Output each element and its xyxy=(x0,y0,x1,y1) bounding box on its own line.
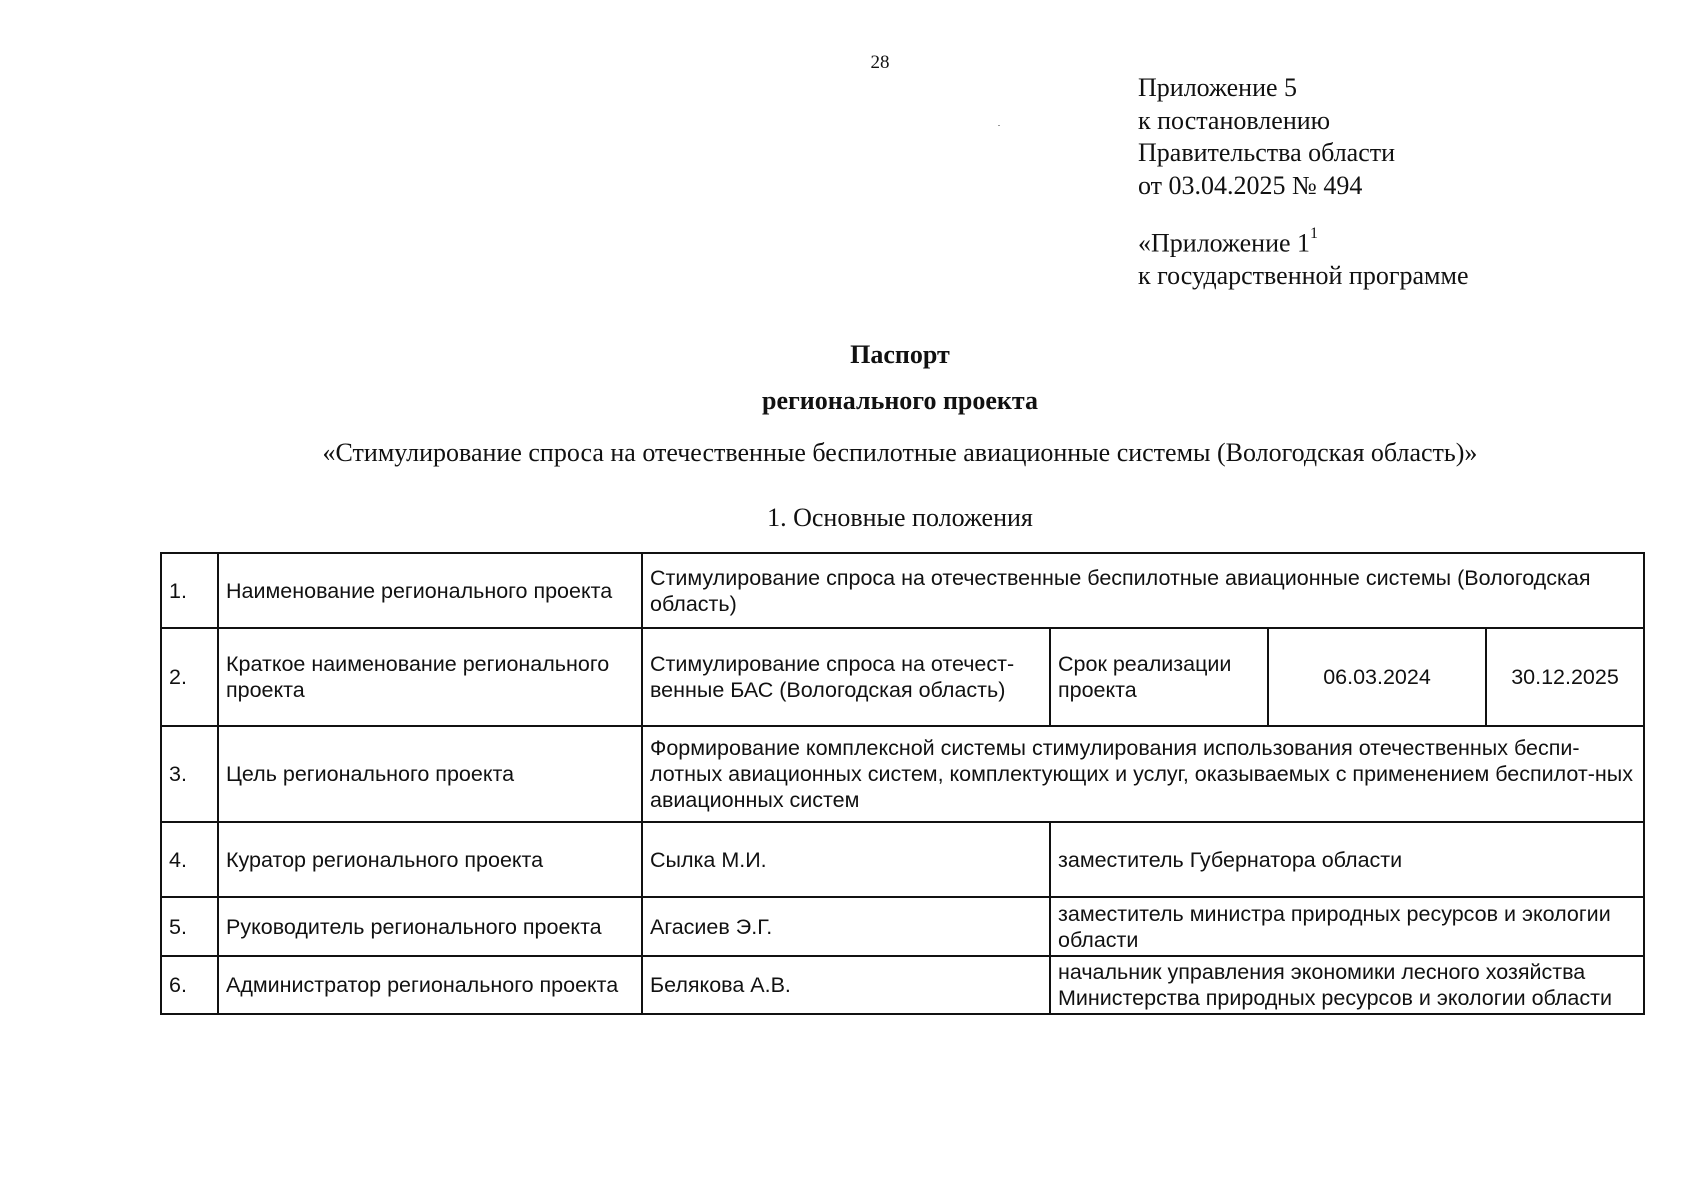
table-row xyxy=(161,553,1644,628)
person-position: заместитель министра природных ресурсов и экологии области xyxy=(1050,897,1644,956)
appendix-line-4: от 03.04.2025 № 494 xyxy=(1138,170,1363,200)
row-number: 6. xyxy=(161,956,218,1014)
scan-speck xyxy=(998,125,1000,126)
row-number: 1. xyxy=(161,553,218,628)
appendix-gap xyxy=(1138,202,1469,222)
row-label: Куратор регионального проекта xyxy=(218,822,642,897)
table-row xyxy=(161,897,1644,956)
page-number: 28 xyxy=(870,52,890,73)
table-row xyxy=(161,628,1644,726)
document-title: Паспорт xyxy=(850,340,950,369)
person-name: Агасиев Э.Г. xyxy=(642,897,1050,956)
appendix-line-1: Приложение 5 xyxy=(1138,73,1298,102)
section-title: 1. Основные положения xyxy=(767,503,1033,532)
row-label: Наименование регионального проекта xyxy=(218,553,642,628)
main-provisions-table xyxy=(160,552,1645,1015)
row-number: 5. xyxy=(161,897,218,956)
document-title-line-2: регионального проекта xyxy=(761,386,1039,415)
start-date: 06.03.2024 xyxy=(1268,628,1486,726)
row-number: 3. xyxy=(161,726,218,822)
appendix-line-5-superscript: 1 xyxy=(1310,225,1319,242)
row-label: Цель регионального проекта xyxy=(218,726,642,822)
person-name: Белякова А.В. xyxy=(642,956,1050,1014)
row-label: Краткое наименование регионального проекта xyxy=(218,628,642,726)
row-value: Стимулирование спроса на отечественные беспилотные авиационные системы (Вологодская область) xyxy=(642,553,1644,628)
person-position: начальник управления экономики лесного хозяйства Министерства природных ресурсов и экологии области xyxy=(1050,956,1644,1014)
appendix-line-5 xyxy=(1138,222,1469,260)
appendix-line-6: к государственной программе xyxy=(1138,261,1469,291)
appendix-line-2: к постановлению xyxy=(1138,105,1331,135)
project-name-heading: «Стимулирование спроса на отечественные беспилотные авиационные системы (Вологодская область)» xyxy=(322,438,1478,467)
person-name: Сылка М.И. xyxy=(642,822,1050,897)
row-number: 2. xyxy=(161,628,218,726)
term-label: Срок реализации проекта xyxy=(1050,628,1268,726)
person-position: заместитель Губернатора области xyxy=(1050,822,1644,897)
table-row xyxy=(161,956,1644,1014)
row-value: Формирование комплексной системы стимулирования использования отечественных беспи-лотных авиационных систем, комплектующих и услуг, оказываемых с применением беспилот-ных авиационных систем xyxy=(642,726,1644,822)
table-row xyxy=(161,822,1644,897)
row-value: Стимулирование спроса на отечест-венные БАС (Вологодская область) xyxy=(642,628,1050,726)
appendix-block xyxy=(1138,72,1469,293)
row-label: Руководитель регионального проекта xyxy=(218,897,642,956)
appendix-line-5-main: «Приложение 1 xyxy=(1138,228,1311,258)
table-row xyxy=(161,726,1644,822)
row-label: Администратор регионального проекта xyxy=(218,956,642,1014)
appendix-line-3: Правительства области xyxy=(1138,138,1396,167)
row-number: 4. xyxy=(161,822,218,897)
end-date: 30.12.2025 xyxy=(1486,628,1644,726)
